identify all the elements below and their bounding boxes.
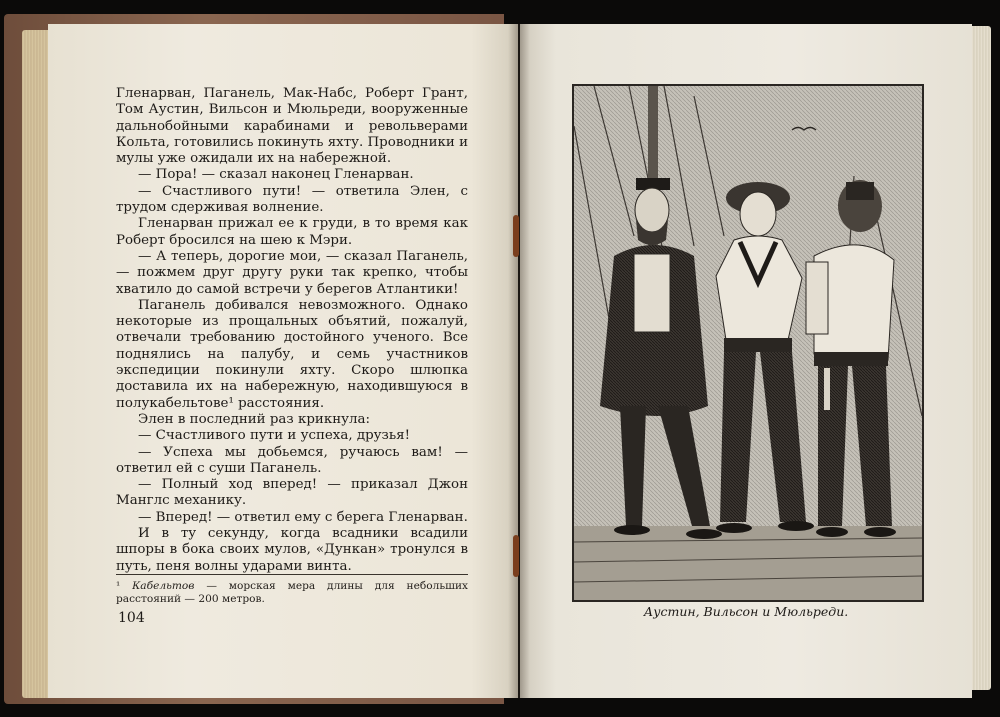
footnote-marker: ¹	[116, 580, 121, 592]
paragraph: — Полный ход вперед! — приказал Джон Манглс механику.	[116, 477, 468, 509]
footnote	[116, 580, 468, 606]
body-text	[116, 86, 468, 575]
binding-stitch	[513, 535, 519, 577]
book-gutter	[508, 24, 530, 698]
illustration-caption: Аустин, Вильсон и Мюльреди.	[643, 604, 849, 619]
footnote-text: — морская мера длины для небольших расстояний — 200 метров.	[116, 580, 468, 605]
paragraph: — Счастливого пути и успеха, друзья!	[138, 428, 410, 444]
paragraph: Гленарван, Паганель, Мак-Набс, Роберт Грант, Том Аустин, Вильсон и Мюльреди, вооруженные дальнобойными карабинами и револьверами Кольта, готовились покинуть яхту. Проводники и мулы уже ожидали их на набережной.	[116, 86, 468, 167]
paragraph: — Пора! — сказал наконец Гленарван.	[138, 167, 414, 183]
paragraph: — Вперед! — ответил ему с берега Гленарван.	[138, 509, 468, 525]
engraving-illustration	[572, 84, 924, 602]
paragraph: — Успеха мы добьемся, ручаюсь вам! — ответил ей с суши Паганель.	[116, 444, 468, 476]
paragraph: И в ту секунду, когда всадники всадили шпоры в бока своих мулов, «Дункан» тронулся в путь, пеня волны ударами винта.	[116, 526, 468, 574]
binding-stitch	[513, 215, 519, 257]
three-sailors-engraving	[574, 86, 922, 600]
footnote-divider	[116, 574, 468, 575]
paragraph: Гленарван прижал ее к груди, в то время как Роберт бросился на шею к Мэри.	[116, 216, 468, 248]
paragraph: — А теперь, дорогие мои, — сказал Паганель, — пожмем друг другу руки так крепко, чтобы хватило до самой встречи у берегов Атлантики!	[116, 248, 468, 297]
paragraph: — Счастливого пути! — ответила Элен, с трудом сдерживая волнение.	[116, 183, 468, 216]
page-number: 104	[118, 610, 145, 626]
paragraph: Паганель добивался невозможного. Однако некоторые из прощальных объятий, пожалуй, отвечали требованию достойного ученого. Все поднялись на палубу, и семь участников экспедиции покинули яхту. Скоро шлюпка доставила их на набережную, находившуюся в полукабельтове¹ расстояния.	[116, 297, 468, 411]
paragraph: Элен в последний раз крикнула:	[138, 411, 371, 427]
footnote-term: Кабельтов	[132, 580, 195, 592]
